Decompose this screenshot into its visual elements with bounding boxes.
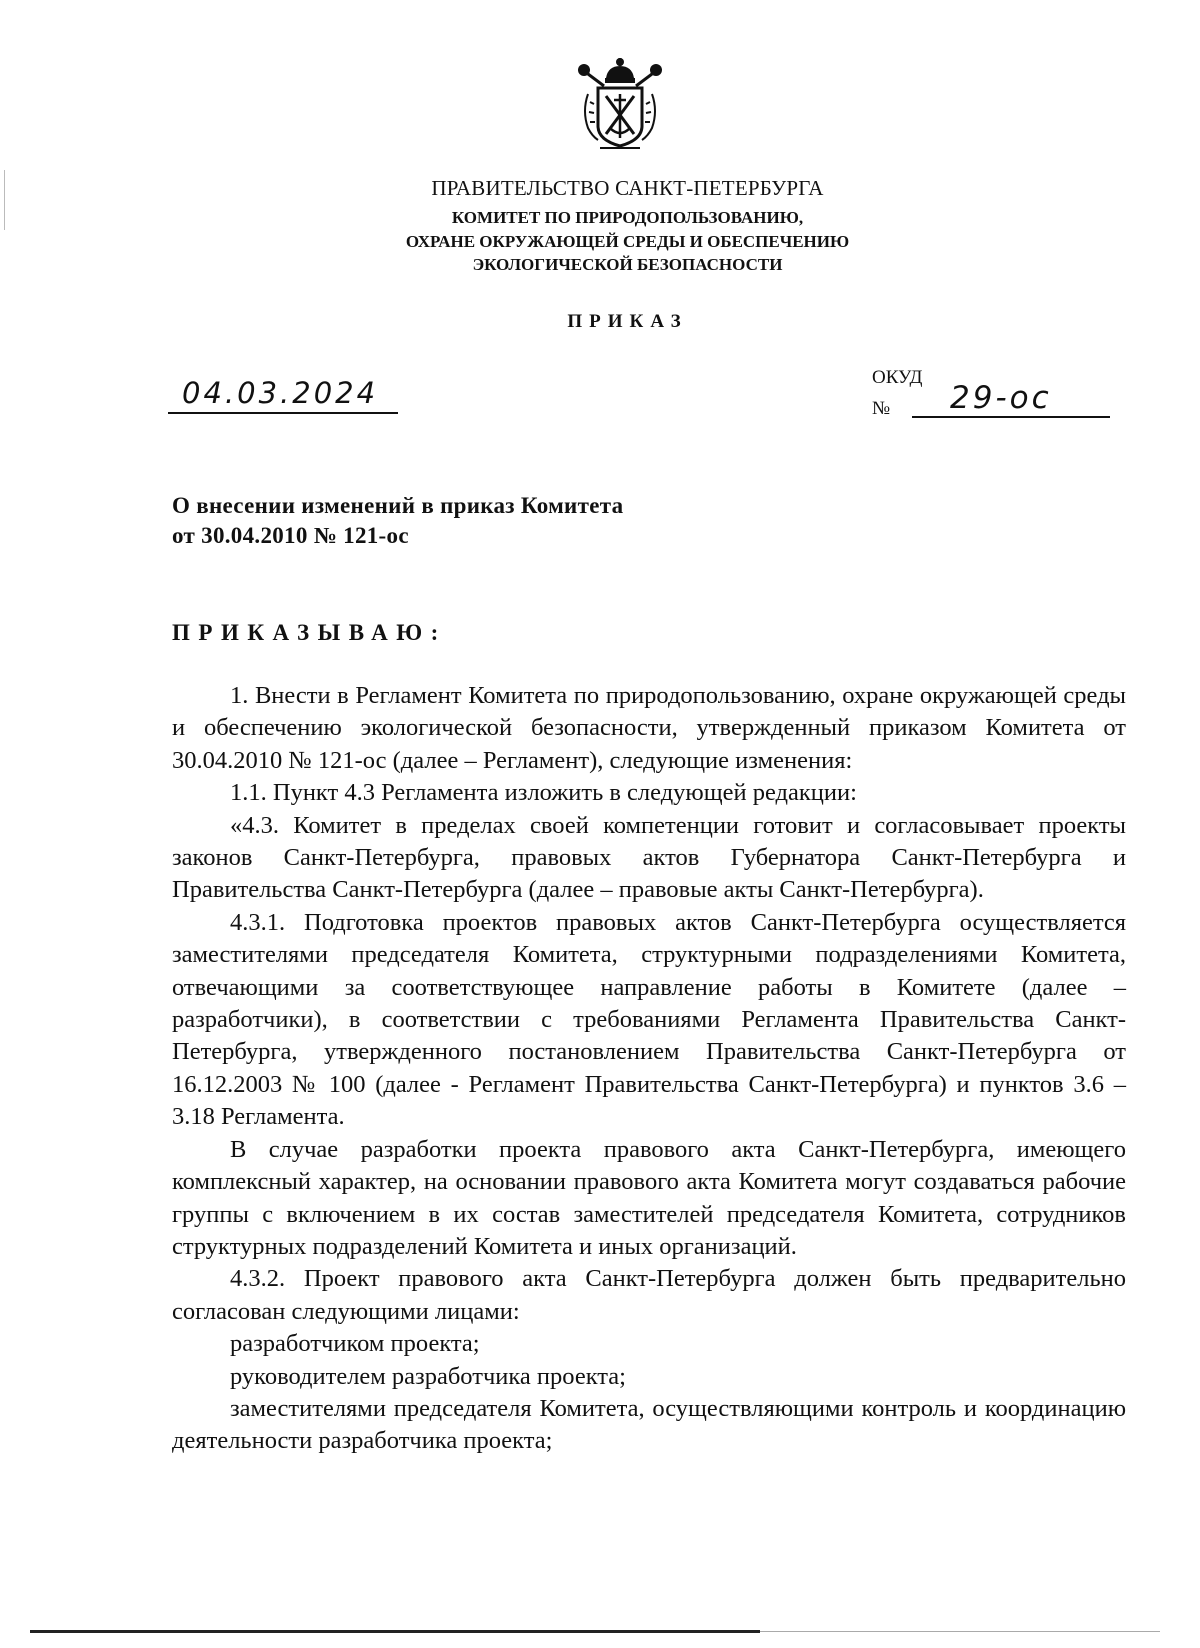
order-directive-heading: ПРИКАЗЫВАЮ: [172, 620, 447, 645]
page-bottom-rule-thin [760, 1631, 1160, 1632]
number-underline [912, 416, 1110, 418]
committee-line: ОХРАНЕ ОКРУЖАЮЩЕЙ СРЕДЫ И ОБЕСПЕЧЕНИЮ [405, 231, 850, 251]
committee-line: ЭКОЛОГИЧЕСКОЙ БЕЗОПАСНОСТИ [472, 255, 783, 274]
document-type-title: ПРИКАЗ [567, 311, 688, 332]
approver-list-item: разработчиком проекта; [230, 1330, 480, 1358]
committee-line: КОМИТЕТ ПО ПРИРОДОПОЛЬЗОВАНИЮ, [451, 208, 804, 227]
subject-line: от 30.04.2010 № 121-ос [172, 523, 409, 548]
paragraph-item-1-1: 1.1. Пункт 4.3 Регламента изложить в следующей редакции: [230, 779, 857, 807]
paragraph-working-groups: В случае разработки проекта правового акта Санкт-Петербурга, имеющего комплексный характер, на основании правового акта Комитета могут создаваться рабочие группы с включением в их состав заместителей председателя Комитета, сотрудников структурных подразделений Комитета и иных организаций. [172, 1135, 1126, 1260]
approver-list-item: заместителями председателя Комитета, осуществляющими контроль и координацию деятельности разработчика проекта; [172, 1394, 1126, 1455]
number-label: № [872, 398, 891, 419]
committee-name [0, 206, 1200, 277]
subject-line: О внесении изменений в приказ Комитета [172, 493, 624, 518]
page-bottom-rule [30, 1630, 760, 1633]
okud-label: ОКУД [872, 367, 923, 388]
handwritten-date: 04.03.2024 [182, 376, 379, 410]
approver-list-item: руководителем разработчика проекта; [230, 1362, 626, 1390]
order-body [172, 680, 1126, 1458]
date-underline [168, 412, 398, 414]
paragraph-item-1: 1. Внести в Регламент Комитета по природопользованию, охране окружающей среды и обеспечению экологической безопасности, утвержденный приказом Комитета от 30.04.2010 № 121-ос (далее – Регламент), следующие изменения: [172, 682, 1126, 774]
handwritten-order-number: 29-ос [950, 380, 1052, 416]
coat-of-arms-icon [570, 56, 670, 154]
order-subject [172, 491, 623, 551]
paragraph-clause-4-3-2: 4.3.2. Проект правового акта Санкт-Петербурга должен быть предварительно согласован следующими лицами: [172, 1265, 1126, 1325]
paragraph-clause-4-3: «4.3. Комитет в пределах своей компетенции готовит и согласовывает проекты законов Санкт-Петербурга, правовых актов Губернатора Санкт-Петербурга и Правительства Санкт-Петербурга (далее – правовые акты Санкт-Петербурга). [172, 811, 1126, 904]
paragraph-clause-4-3-1: 4.3.1. Подготовка проектов правовых актов Санкт-Петербурга осуществляется заместителями председателя Комитета, структурными подразделениями Комитета, отвечающими за соответствующее направление работы в Комитете (далее – разработчики), в соответствии с требованиями Регламента Правительства Санкт-Петербурга, утвержденного постановлением Правительства Санкт-Петербурга от 16.12.2003 № 100 (далее - Регламент Правительства Санкт-Петербурга) и пунктов 3.6 – 3.18 Регламента. [172, 908, 1126, 1131]
government-name: ПРАВИТЕЛЬСТВО САНКТ-ПЕТЕРБУРГА [431, 176, 824, 200]
